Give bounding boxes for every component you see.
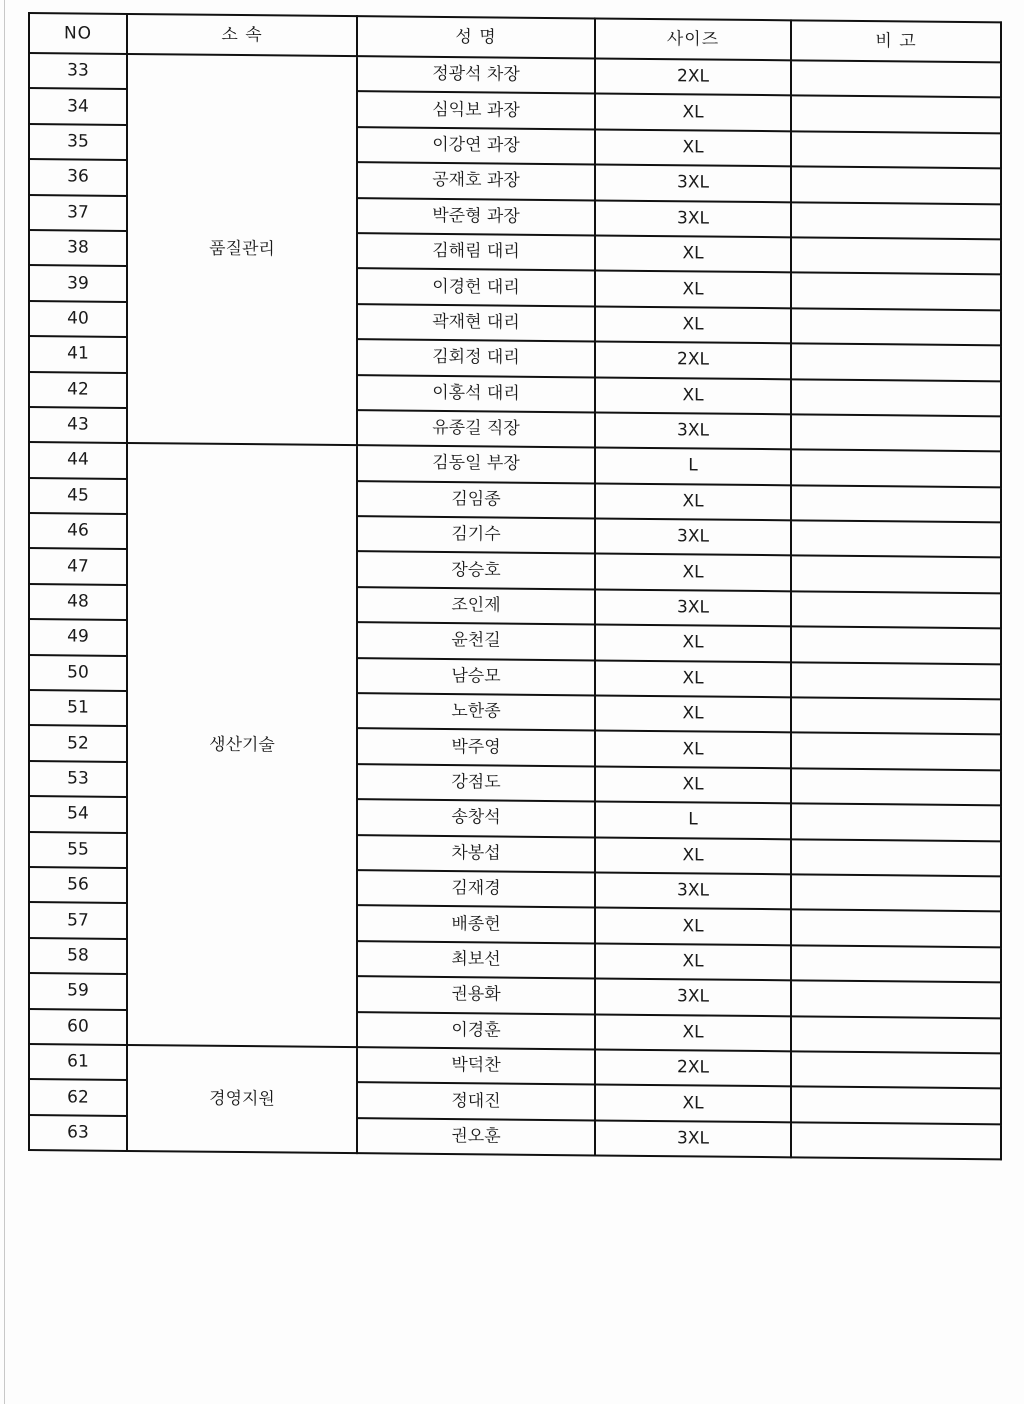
cell-remark (791, 945, 1001, 982)
cell-no: 39 (29, 265, 127, 301)
cell-name: 조인제 (357, 587, 595, 625)
cell-name: 공재호 과장 (357, 162, 595, 200)
cell-remark (791, 980, 1001, 1017)
cell-dept: 품질관리 (127, 54, 357, 446)
cell-no: 41 (29, 336, 127, 372)
cell-name: 정광석 차장 (357, 56, 595, 94)
cell-no: 59 (29, 973, 127, 1009)
scan-edge-line (4, 0, 5, 1404)
cell-name: 노한종 (357, 693, 595, 731)
cell-remark (791, 96, 1001, 133)
cell-name: 배종헌 (357, 906, 595, 944)
cell-no: 58 (29, 938, 127, 974)
cell-remark (791, 237, 1001, 274)
cell-remark (791, 874, 1001, 911)
cell-dept: 경영지원 (127, 1045, 357, 1153)
cell-remark (791, 839, 1001, 876)
cell-remark (791, 273, 1001, 310)
cell-no: 40 (29, 301, 127, 337)
cell-name: 이경헌 대리 (357, 269, 595, 307)
cell-size: XL (595, 129, 791, 166)
cell-no: 54 (29, 796, 127, 832)
cell-remark (791, 202, 1001, 239)
cell-name: 정대진 (357, 1082, 595, 1120)
cell-size: 3XL (595, 412, 791, 449)
cell-remark (791, 804, 1001, 841)
uniform-size-table (28, 12, 1002, 1160)
cell-size: XL (595, 625, 791, 662)
cell-no: 56 (29, 867, 127, 903)
cell-name: 심익보 과장 (357, 92, 595, 130)
cell-name: 이강연 과장 (357, 127, 595, 165)
cell-size: XL (595, 94, 791, 131)
cell-size: XL (595, 483, 791, 520)
cell-name: 김기수 (357, 516, 595, 554)
cell-remark (791, 131, 1001, 168)
cell-remark (791, 60, 1001, 97)
cell-no: 43 (29, 407, 127, 443)
cell-size: XL (595, 1014, 791, 1051)
cell-size: XL (595, 908, 791, 945)
cell-name: 김회정 대리 (357, 339, 595, 377)
cell-size: XL (595, 554, 791, 591)
table-body (29, 53, 1001, 1159)
cell-no: 38 (29, 230, 127, 266)
cell-remark (791, 556, 1001, 593)
cell-no: 47 (29, 548, 127, 584)
cell-size: 3XL (595, 165, 791, 202)
cell-remark (791, 910, 1001, 947)
cell-remark (791, 768, 1001, 805)
cell-name: 차봉섭 (357, 835, 595, 873)
cell-name: 최보선 (357, 941, 595, 979)
cell-name: 송창석 (357, 799, 595, 837)
cell-name: 장승호 (357, 552, 595, 590)
cell-no: 52 (29, 725, 127, 761)
cell-name: 김재경 (357, 870, 595, 908)
cell-name: 강점도 (357, 764, 595, 802)
cell-no: 44 (29, 442, 127, 478)
cell-no: 53 (29, 761, 127, 797)
cell-no: 49 (29, 619, 127, 655)
cell-size: 3XL (595, 872, 791, 909)
cell-name: 김동일 부장 (357, 445, 595, 483)
cell-size: 2XL (595, 58, 791, 95)
header-dept: 소 속 (127, 14, 357, 56)
cell-remark (791, 662, 1001, 699)
cell-size: 3XL (595, 979, 791, 1016)
cell-size: XL (595, 235, 791, 272)
cell-size: 2XL (595, 342, 791, 379)
cell-no: 46 (29, 513, 127, 549)
cell-no: 57 (29, 902, 127, 938)
cell-name: 김임종 (357, 481, 595, 519)
cell-name: 권용화 (357, 976, 595, 1014)
cell-size: 3XL (595, 200, 791, 237)
cell-size: XL (595, 731, 791, 768)
cell-name: 박주영 (357, 729, 595, 767)
cell-remark (791, 1051, 1001, 1088)
cell-remark (791, 733, 1001, 770)
cell-name: 곽재현 대리 (357, 304, 595, 342)
cell-size: 2XL (595, 1049, 791, 1086)
cell-remark (791, 1122, 1001, 1159)
cell-no: 35 (29, 124, 127, 160)
cell-remark (791, 1087, 1001, 1124)
cell-no: 61 (29, 1044, 127, 1080)
cell-remark (791, 308, 1001, 345)
cell-size: 3XL (595, 589, 791, 626)
cell-size: XL (595, 377, 791, 414)
cell-no: 34 (29, 88, 127, 124)
header-name: 성 명 (357, 16, 595, 58)
cell-remark (791, 520, 1001, 557)
cell-no: 50 (29, 655, 127, 691)
cell-no: 48 (29, 584, 127, 620)
header-remark: 비 고 (791, 20, 1001, 62)
cell-size: XL (595, 695, 791, 732)
cell-no: 62 (29, 1079, 127, 1115)
cell-size: 3XL (595, 1120, 791, 1157)
cell-name: 박덕찬 (357, 1047, 595, 1085)
cell-remark (791, 627, 1001, 664)
cell-remark (791, 591, 1001, 628)
cell-size: 3XL (595, 519, 791, 556)
cell-no: 60 (29, 1009, 127, 1045)
cell-name: 박준형 과장 (357, 198, 595, 236)
cell-name: 김해림 대리 (357, 233, 595, 271)
cell-remark (791, 450, 1001, 487)
cell-size: XL (595, 271, 791, 308)
cell-size: XL (595, 766, 791, 803)
cell-name: 이홍석 대리 (357, 375, 595, 413)
cell-size: XL (595, 1085, 791, 1122)
cell-no: 42 (29, 372, 127, 408)
cell-name: 권오훈 (357, 1118, 595, 1156)
cell-size: XL (595, 306, 791, 343)
cell-name: 윤천길 (357, 622, 595, 660)
cell-remark (791, 414, 1001, 451)
cell-remark (791, 166, 1001, 203)
cell-no: 33 (29, 53, 127, 89)
cell-size: L (595, 448, 791, 485)
cell-no: 45 (29, 478, 127, 514)
cell-size: XL (595, 660, 791, 697)
cell-no: 36 (29, 159, 127, 195)
cell-name: 이경훈 (357, 1012, 595, 1050)
cell-name: 유종길 직장 (357, 410, 595, 448)
cell-remark (791, 485, 1001, 522)
cell-remark (791, 343, 1001, 380)
cell-size: XL (595, 943, 791, 980)
cell-no: 63 (29, 1115, 127, 1151)
cell-dept: 생산기술 (127, 443, 357, 1047)
cell-remark (791, 1016, 1001, 1053)
header-size: 사이즈 (595, 18, 791, 60)
cell-remark (791, 697, 1001, 734)
header-no: NO (29, 13, 127, 54)
cell-no: 51 (29, 690, 127, 726)
cell-size: XL (595, 837, 791, 874)
cell-size: L (595, 802, 791, 839)
cell-remark (791, 379, 1001, 416)
cell-name: 남승모 (357, 658, 595, 696)
cell-no: 37 (29, 195, 127, 231)
cell-no: 55 (29, 832, 127, 868)
